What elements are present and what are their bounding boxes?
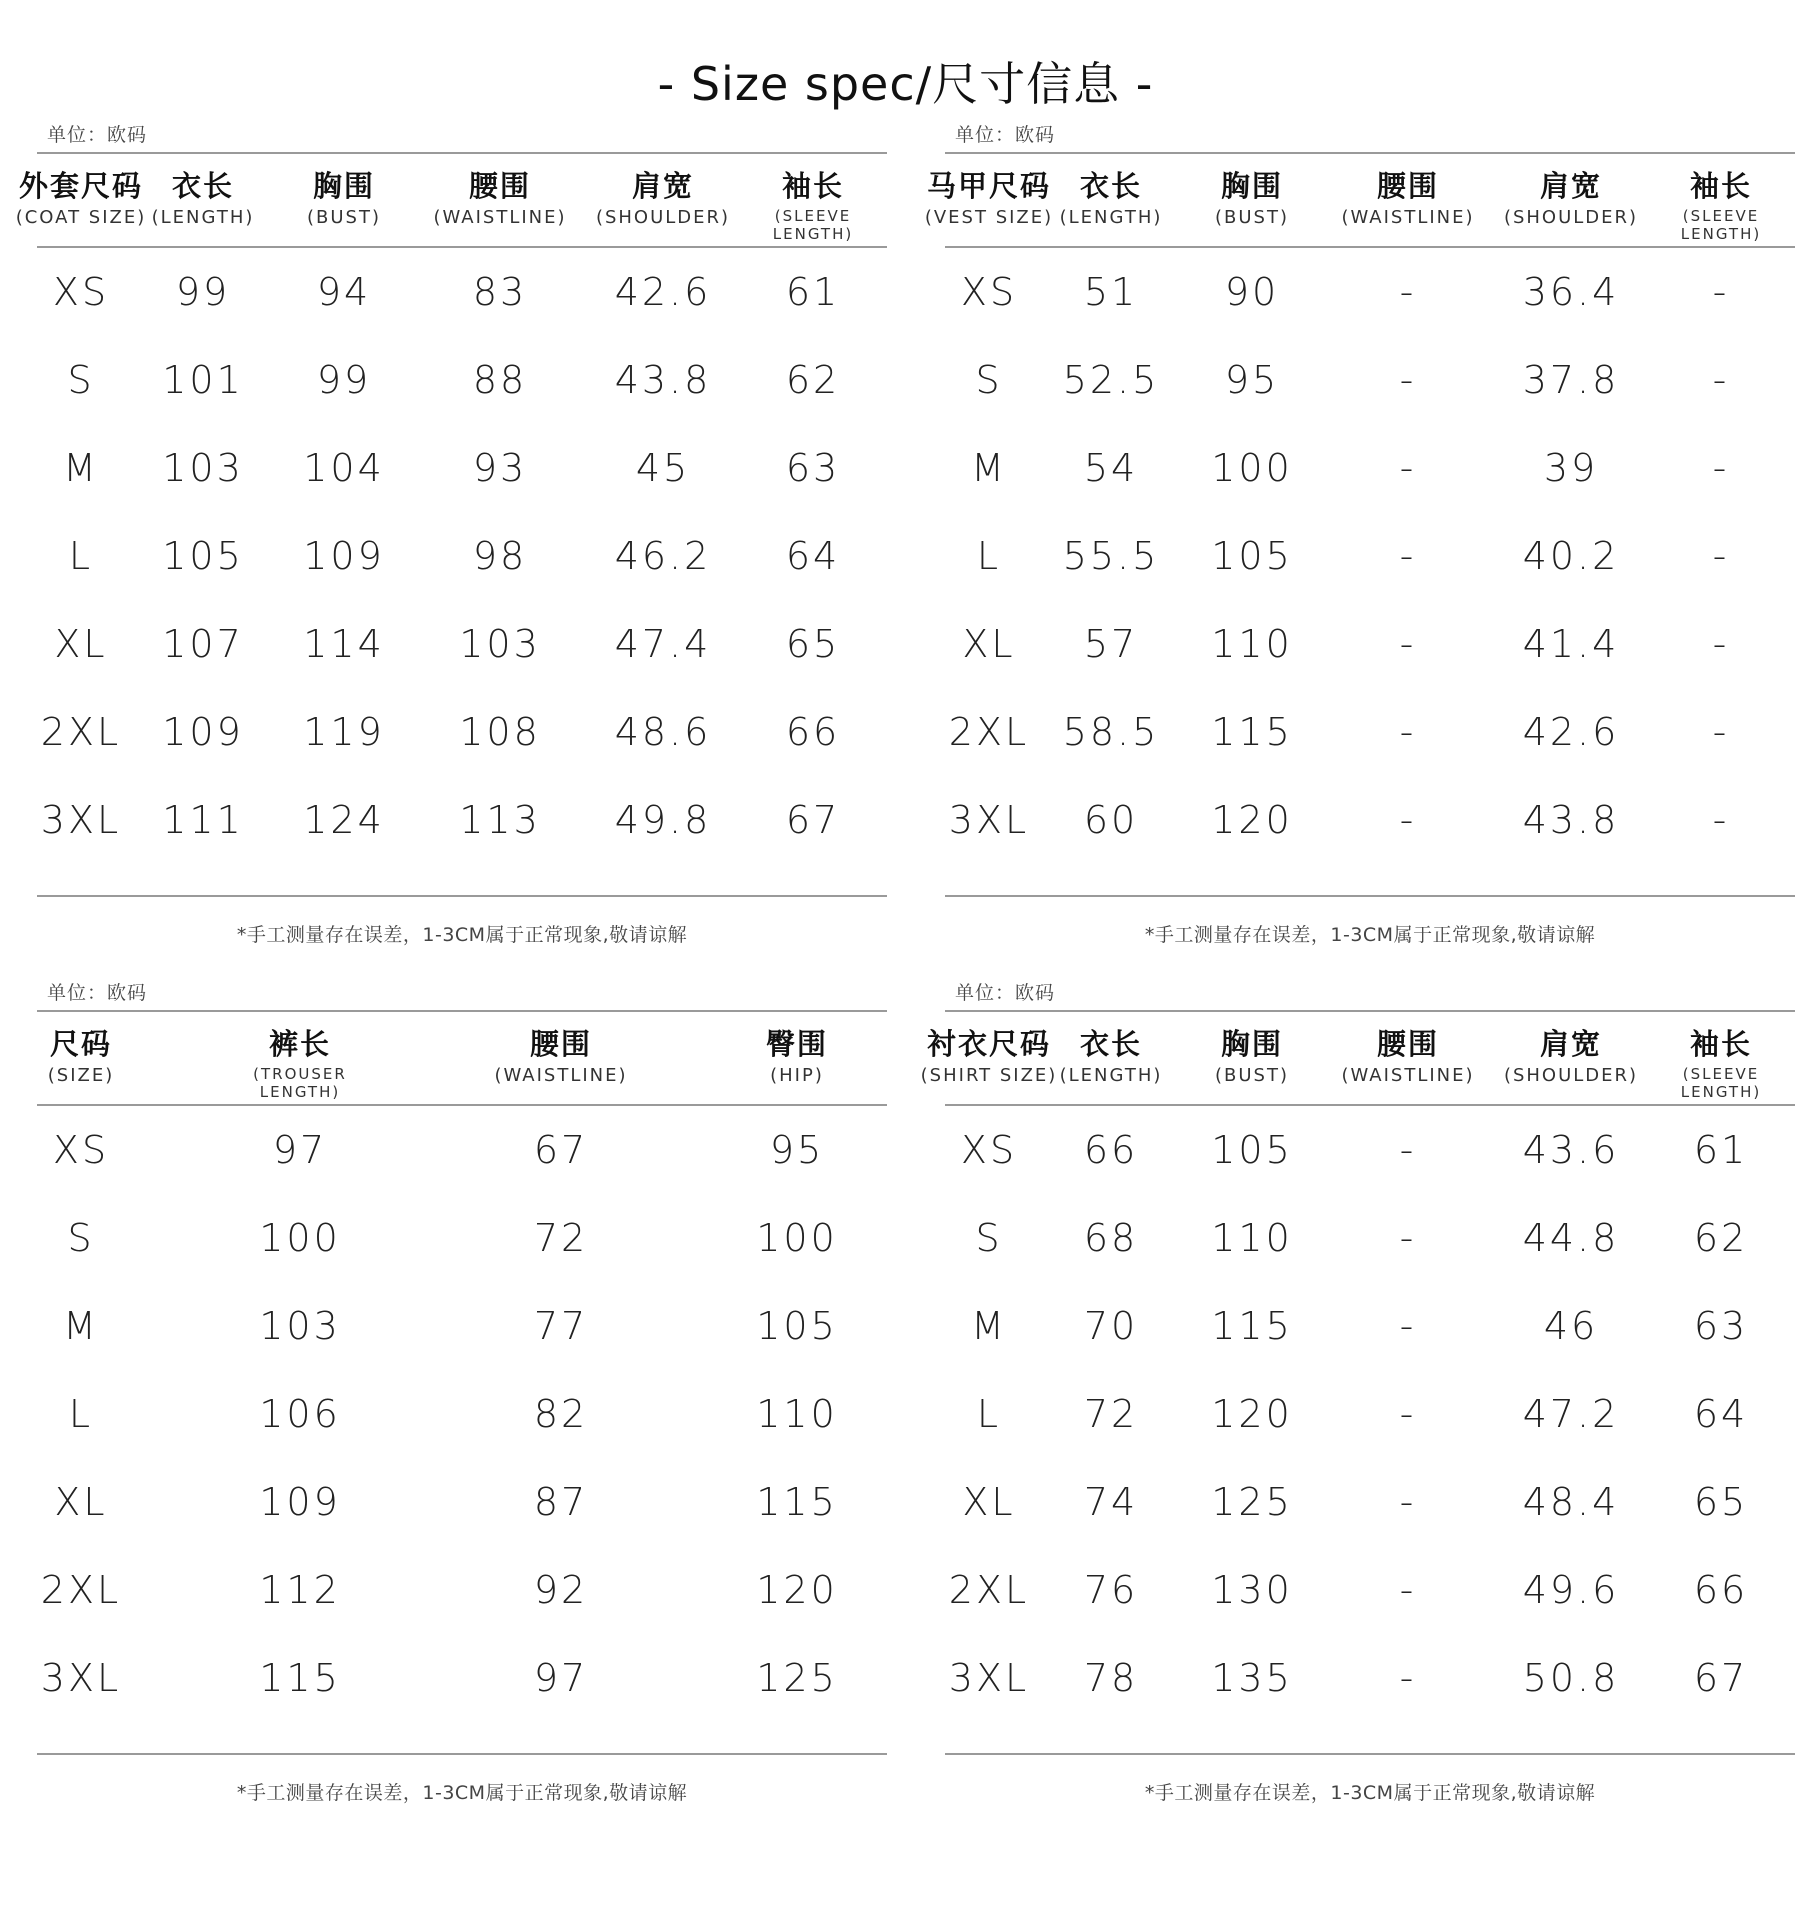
table-row bbox=[37, 1480, 887, 1540]
vest-size-table bbox=[924, 120, 1795, 960]
column-header-en: (VEST SIZE) bbox=[924, 207, 1054, 228]
value-cell: 95 bbox=[1224, 358, 1280, 402]
column-header bbox=[415, 164, 585, 228]
column-header bbox=[1636, 164, 1806, 243]
column-header-zh: 衣长 bbox=[171, 169, 234, 203]
value-cell: 42.6 bbox=[614, 270, 712, 314]
column-header-zh: 臀围 bbox=[765, 1027, 828, 1061]
size-cell: L bbox=[68, 1392, 94, 1436]
value-cell: 105 bbox=[756, 1304, 838, 1348]
value-cell: 103 bbox=[162, 446, 244, 490]
value-cell: - bbox=[1399, 270, 1417, 314]
column-header-zh: 腰围 bbox=[1376, 1027, 1439, 1061]
value-cell: 68 bbox=[1083, 1216, 1139, 1260]
column-header-zh: 衣长 bbox=[1079, 1027, 1142, 1061]
column-header-zh: 胸围 bbox=[1220, 1027, 1283, 1061]
value-cell: 97 bbox=[272, 1128, 328, 1172]
value-cell: 94 bbox=[316, 270, 372, 314]
column-header bbox=[476, 1022, 646, 1086]
table-row bbox=[37, 1304, 887, 1364]
value-cell: 66 bbox=[785, 710, 841, 754]
value-cell: 66 bbox=[1083, 1128, 1139, 1172]
size-cell: 2XL bbox=[948, 1568, 1030, 1612]
size-cell: L bbox=[976, 1392, 1002, 1436]
value-cell: 43.6 bbox=[1522, 1128, 1620, 1172]
size-cell: XL bbox=[962, 1480, 1016, 1524]
value-cell: 120 bbox=[1211, 798, 1293, 842]
value-cell: 57 bbox=[1083, 622, 1139, 666]
table-row bbox=[37, 358, 887, 418]
size-cell: M bbox=[971, 446, 1007, 490]
column-header-en: (WAISTLINE) bbox=[1341, 207, 1475, 228]
size-cell: XS bbox=[52, 270, 110, 314]
value-cell: 88 bbox=[472, 358, 528, 402]
table-bottom-divider bbox=[37, 895, 887, 897]
table-row bbox=[37, 534, 887, 594]
table-row bbox=[945, 358, 1795, 418]
value-cell: 101 bbox=[162, 358, 244, 402]
value-cell: 105 bbox=[162, 534, 244, 578]
table-row bbox=[37, 622, 887, 682]
value-cell: 37.8 bbox=[1522, 358, 1620, 402]
value-cell: - bbox=[1399, 1480, 1417, 1524]
value-cell: 64 bbox=[1693, 1392, 1749, 1436]
value-cell: 65 bbox=[1693, 1480, 1749, 1524]
column-header-en: (HIP) bbox=[770, 1065, 824, 1086]
value-cell: 50.8 bbox=[1522, 1656, 1620, 1700]
value-cell: - bbox=[1399, 1216, 1417, 1260]
value-cell: - bbox=[1712, 446, 1730, 490]
value-cell: 77 bbox=[533, 1304, 589, 1348]
value-cell: 103 bbox=[459, 622, 541, 666]
value-cell: 48.4 bbox=[1522, 1480, 1620, 1524]
column-header-en: (COAT SIZE) bbox=[15, 207, 147, 228]
value-cell: 51 bbox=[1083, 270, 1139, 314]
size-cell: S bbox=[67, 358, 95, 402]
value-cell: 61 bbox=[1693, 1128, 1749, 1172]
column-header bbox=[259, 164, 429, 228]
value-cell: - bbox=[1712, 358, 1730, 402]
column-header-en: (LENGTH) bbox=[1059, 207, 1163, 228]
table-row bbox=[945, 1480, 1795, 1540]
size-cell: M bbox=[63, 446, 99, 490]
table-row bbox=[945, 446, 1795, 506]
table-row bbox=[945, 270, 1795, 330]
value-cell: 60 bbox=[1083, 798, 1139, 842]
column-header-zh: 裤长 bbox=[268, 1027, 331, 1061]
column-header bbox=[728, 164, 898, 243]
value-cell: 72 bbox=[533, 1216, 589, 1260]
column-header-zh: 肩宽 bbox=[1539, 1027, 1602, 1061]
value-cell: 46.2 bbox=[614, 534, 712, 578]
column-header bbox=[578, 164, 748, 228]
value-cell: - bbox=[1399, 1568, 1417, 1612]
column-header-en: (WAISTLINE) bbox=[494, 1065, 628, 1086]
column-header-zh: 腰围 bbox=[468, 169, 531, 203]
column-header bbox=[1323, 1022, 1493, 1086]
table-row bbox=[945, 622, 1795, 682]
value-cell: 110 bbox=[1211, 1216, 1293, 1260]
value-cell: 46 bbox=[1543, 1304, 1599, 1348]
column-header bbox=[1486, 164, 1656, 228]
column-header-zh: 袖长 bbox=[781, 169, 844, 203]
value-cell: 99 bbox=[175, 270, 231, 314]
value-cell: 98 bbox=[472, 534, 528, 578]
unit-label: 单位：欧码 bbox=[955, 124, 1056, 146]
value-cell: - bbox=[1399, 358, 1417, 402]
value-cell: 110 bbox=[1211, 622, 1293, 666]
value-cell: - bbox=[1712, 622, 1730, 666]
column-header-en: (TROUSER LENGTH) bbox=[253, 1065, 347, 1101]
value-cell: 124 bbox=[303, 798, 385, 842]
value-cell: 120 bbox=[756, 1568, 838, 1612]
unit-label: 单位：欧码 bbox=[955, 982, 1056, 1004]
measurement-note: *手工测量存在误差，1-3CM属于正常现象,敬请谅解 bbox=[1144, 924, 1596, 946]
table-row bbox=[945, 1216, 1795, 1276]
table-row bbox=[945, 534, 1795, 594]
size-cell: 3XL bbox=[948, 1656, 1030, 1700]
value-cell: 95 bbox=[769, 1128, 825, 1172]
table-row bbox=[37, 270, 887, 330]
value-cell: 78 bbox=[1083, 1656, 1139, 1700]
column-header bbox=[1486, 1022, 1656, 1086]
column-header-zh: 衬衣尺码 bbox=[926, 1027, 1051, 1061]
value-cell: 82 bbox=[533, 1392, 589, 1436]
value-cell: 105 bbox=[1211, 1128, 1293, 1172]
value-cell: 67 bbox=[1693, 1656, 1749, 1700]
table-row bbox=[37, 1568, 887, 1628]
value-cell: 106 bbox=[259, 1392, 341, 1436]
column-header-en: (SHOULDER) bbox=[1503, 1065, 1639, 1086]
value-cell: 63 bbox=[1693, 1304, 1749, 1348]
size-cell: M bbox=[971, 1304, 1007, 1348]
column-header-zh: 外套尺码 bbox=[18, 169, 143, 203]
size-cell: XS bbox=[960, 1128, 1018, 1172]
shirt-size-table bbox=[920, 978, 1795, 1818]
value-cell: - bbox=[1712, 798, 1730, 842]
value-cell: - bbox=[1399, 622, 1417, 666]
value-cell: 36.4 bbox=[1522, 270, 1620, 314]
size-cell: S bbox=[67, 1216, 95, 1260]
value-cell: - bbox=[1712, 270, 1730, 314]
size-cell: S bbox=[975, 1216, 1003, 1260]
column-header-en: (LENGTH) bbox=[151, 207, 255, 228]
size-cell: 3XL bbox=[948, 798, 1030, 842]
value-cell: 83 bbox=[472, 270, 528, 314]
table-row bbox=[37, 710, 887, 770]
table-row bbox=[945, 798, 1795, 858]
column-header-en: (SLEEVE LENGTH) bbox=[772, 207, 854, 243]
value-cell: 67 bbox=[785, 798, 841, 842]
column-header bbox=[712, 1022, 882, 1086]
table-row bbox=[945, 1128, 1795, 1188]
table-row bbox=[37, 1656, 887, 1716]
value-cell: 108 bbox=[459, 710, 541, 754]
value-cell: 52.5 bbox=[1062, 358, 1160, 402]
size-cell: 2XL bbox=[948, 710, 1030, 754]
page-title: - Size spec/尺寸信息 - bbox=[657, 57, 1154, 111]
value-cell: - bbox=[1399, 446, 1417, 490]
value-cell: 130 bbox=[1211, 1568, 1293, 1612]
value-cell: 70 bbox=[1083, 1304, 1139, 1348]
value-cell: 115 bbox=[259, 1656, 341, 1700]
column-header-en: (WAISTLINE) bbox=[433, 207, 567, 228]
measurement-note: *手工测量存在误差，1-3CM属于正常现象,敬请谅解 bbox=[236, 1782, 688, 1804]
value-cell: - bbox=[1399, 534, 1417, 578]
value-cell: 111 bbox=[162, 798, 244, 842]
value-cell: - bbox=[1712, 710, 1730, 754]
value-cell: 115 bbox=[1211, 710, 1293, 754]
table-bottom-divider bbox=[945, 1753, 1795, 1755]
value-cell: 120 bbox=[1211, 1392, 1293, 1436]
table-row bbox=[37, 1128, 887, 1188]
column-header-zh: 袖长 bbox=[1689, 1027, 1752, 1061]
trouser-size-table bbox=[37, 978, 887, 1818]
column-header-en: (WAISTLINE) bbox=[1341, 1065, 1475, 1086]
value-cell: - bbox=[1399, 1656, 1417, 1700]
column-header bbox=[0, 1022, 166, 1086]
column-header-en: (BUST) bbox=[307, 207, 381, 228]
column-header-zh: 尺码 bbox=[49, 1027, 112, 1061]
value-cell: 115 bbox=[1211, 1304, 1293, 1348]
value-cell: 97 bbox=[533, 1656, 589, 1700]
unit-label: 单位：欧码 bbox=[47, 124, 148, 146]
size-cell: XL bbox=[54, 622, 108, 666]
column-header-en: (SHOULDER) bbox=[1503, 207, 1639, 228]
value-cell: 125 bbox=[1211, 1480, 1293, 1524]
size-cell: XS bbox=[960, 270, 1018, 314]
table-bottom-divider bbox=[37, 1753, 887, 1755]
value-cell: 92 bbox=[533, 1568, 589, 1612]
value-cell: 65 bbox=[785, 622, 841, 666]
header-top-divider bbox=[37, 152, 887, 154]
column-header-zh: 腰围 bbox=[529, 1027, 592, 1061]
column-header-zh: 胸围 bbox=[312, 169, 375, 203]
column-header-en: (LENGTH) bbox=[1059, 1065, 1163, 1086]
size-cell: XS bbox=[52, 1128, 110, 1172]
value-cell: 40.2 bbox=[1522, 534, 1620, 578]
size-cell: 3XL bbox=[40, 1656, 122, 1700]
value-cell: 45 bbox=[635, 446, 691, 490]
value-cell: 100 bbox=[259, 1216, 341, 1260]
column-header-zh: 胸围 bbox=[1220, 169, 1283, 203]
header-bottom-divider bbox=[945, 1104, 1795, 1106]
value-cell: 93 bbox=[472, 446, 528, 490]
value-cell: 44.8 bbox=[1522, 1216, 1620, 1260]
table-row bbox=[945, 1304, 1795, 1364]
column-header bbox=[1167, 164, 1337, 228]
column-header-en: (BUST) bbox=[1215, 207, 1289, 228]
value-cell: 41.4 bbox=[1522, 622, 1620, 666]
value-cell: - bbox=[1399, 710, 1417, 754]
value-cell: 109 bbox=[259, 1480, 341, 1524]
value-cell: - bbox=[1399, 1392, 1417, 1436]
table-bottom-divider bbox=[945, 895, 1795, 897]
size-cell: L bbox=[68, 534, 94, 578]
column-header bbox=[215, 1022, 385, 1101]
value-cell: 48.6 bbox=[614, 710, 712, 754]
value-cell: 115 bbox=[756, 1480, 838, 1524]
value-cell: 112 bbox=[259, 1568, 341, 1612]
column-header-zh: 肩宽 bbox=[631, 169, 694, 203]
value-cell: 61 bbox=[785, 270, 841, 314]
value-cell: 100 bbox=[756, 1216, 838, 1260]
value-cell: - bbox=[1399, 1304, 1417, 1348]
header-bottom-divider bbox=[945, 246, 1795, 248]
header-top-divider bbox=[37, 1010, 887, 1012]
column-header-zh: 马甲尺码 bbox=[926, 169, 1051, 203]
value-cell: 49.6 bbox=[1522, 1568, 1620, 1612]
value-cell: 135 bbox=[1211, 1656, 1293, 1700]
value-cell: 114 bbox=[303, 622, 385, 666]
table-row bbox=[945, 710, 1795, 770]
column-header-zh: 衣长 bbox=[1079, 169, 1142, 203]
value-cell: 47.2 bbox=[1522, 1392, 1620, 1436]
header-top-divider bbox=[945, 1010, 1795, 1012]
value-cell: 113 bbox=[459, 798, 541, 842]
value-cell: 110 bbox=[756, 1392, 838, 1436]
value-cell: 67 bbox=[533, 1128, 589, 1172]
header-bottom-divider bbox=[37, 246, 887, 248]
value-cell: 72 bbox=[1083, 1392, 1139, 1436]
value-cell: 90 bbox=[1224, 270, 1280, 314]
value-cell: 125 bbox=[756, 1656, 838, 1700]
column-header-en: (BUST) bbox=[1215, 1065, 1289, 1086]
table-row bbox=[945, 1568, 1795, 1628]
value-cell: 109 bbox=[162, 710, 244, 754]
value-cell: 49.8 bbox=[614, 798, 712, 842]
size-cell: 2XL bbox=[40, 1568, 122, 1612]
table-row bbox=[37, 1216, 887, 1276]
column-header-en: (SIZE) bbox=[47, 1065, 115, 1086]
value-cell: 66 bbox=[1693, 1568, 1749, 1612]
table-row bbox=[37, 1392, 887, 1452]
value-cell: 62 bbox=[1693, 1216, 1749, 1260]
measurement-note: *手工测量存在误差，1-3CM属于正常现象,敬请谅解 bbox=[1144, 1782, 1596, 1804]
size-cell: L bbox=[976, 534, 1002, 578]
value-cell: - bbox=[1399, 1128, 1417, 1172]
value-cell: 105 bbox=[1211, 534, 1293, 578]
unit-label: 单位：欧码 bbox=[47, 982, 148, 1004]
value-cell: 42.6 bbox=[1522, 710, 1620, 754]
value-cell: 100 bbox=[1211, 446, 1293, 490]
table-row bbox=[37, 446, 887, 506]
value-cell: 103 bbox=[259, 1304, 341, 1348]
size-cell: 2XL bbox=[40, 710, 122, 754]
column-header bbox=[1636, 1022, 1806, 1101]
measurement-note: *手工测量存在误差，1-3CM属于正常现象,敬请谅解 bbox=[236, 924, 688, 946]
column-header bbox=[1167, 1022, 1337, 1086]
value-cell: 99 bbox=[316, 358, 372, 402]
value-cell: 63 bbox=[785, 446, 841, 490]
size-cell: XL bbox=[54, 1480, 108, 1524]
column-header-en: (SLEEVE LENGTH) bbox=[1680, 1065, 1762, 1101]
table-row bbox=[945, 1392, 1795, 1452]
value-cell: - bbox=[1712, 534, 1730, 578]
coat-size-table bbox=[15, 120, 887, 960]
value-cell: 109 bbox=[303, 534, 385, 578]
value-cell: 54 bbox=[1083, 446, 1139, 490]
size-cell: S bbox=[975, 358, 1003, 402]
table-row bbox=[37, 798, 887, 858]
column-header-zh: 腰围 bbox=[1376, 169, 1439, 203]
value-cell: 87 bbox=[533, 1480, 589, 1524]
header-bottom-divider bbox=[37, 1104, 887, 1106]
column-header-zh: 肩宽 bbox=[1539, 169, 1602, 203]
size-cell: XL bbox=[962, 622, 1016, 666]
size-cell: M bbox=[63, 1304, 99, 1348]
value-cell: 64 bbox=[785, 534, 841, 578]
column-header-en: (SHIRT SIZE) bbox=[920, 1065, 1058, 1086]
value-cell: - bbox=[1399, 798, 1417, 842]
value-cell: 76 bbox=[1083, 1568, 1139, 1612]
value-cell: 58.5 bbox=[1062, 710, 1160, 754]
column-header bbox=[1323, 164, 1493, 228]
size-cell: 3XL bbox=[40, 798, 122, 842]
header-top-divider bbox=[945, 152, 1795, 154]
value-cell: 47.4 bbox=[614, 622, 712, 666]
value-cell: 119 bbox=[303, 710, 385, 754]
value-cell: 43.8 bbox=[1522, 798, 1620, 842]
value-cell: 107 bbox=[162, 622, 244, 666]
value-cell: 39 bbox=[1543, 446, 1599, 490]
value-cell: 74 bbox=[1083, 1480, 1139, 1524]
column-header-zh: 袖长 bbox=[1689, 169, 1752, 203]
value-cell: 104 bbox=[303, 446, 385, 490]
value-cell: 55.5 bbox=[1062, 534, 1160, 578]
column-header-en: (SLEEVE LENGTH) bbox=[1680, 207, 1762, 243]
value-cell: 43.8 bbox=[614, 358, 712, 402]
column-header-en: (SHOULDER) bbox=[595, 207, 731, 228]
table-row bbox=[945, 1656, 1795, 1716]
value-cell: 62 bbox=[785, 358, 841, 402]
